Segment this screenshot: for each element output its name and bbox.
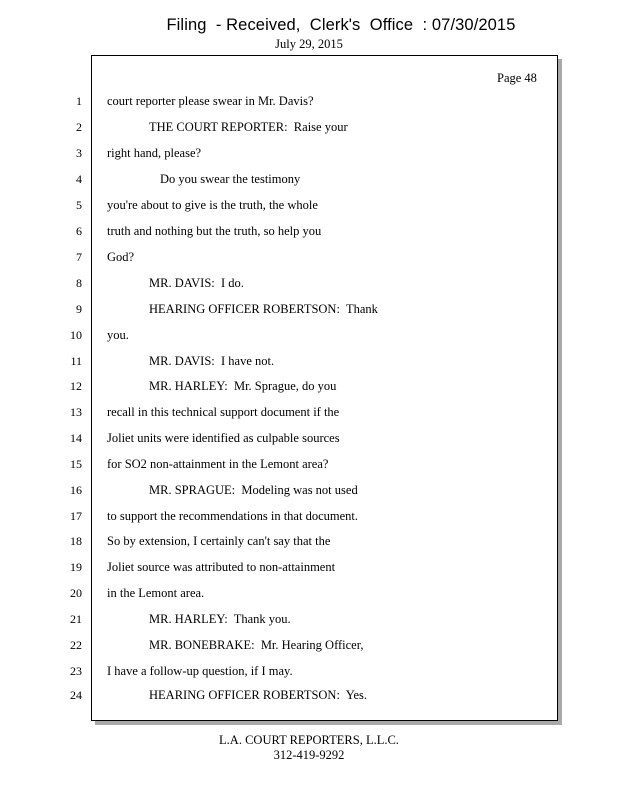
transcript-line xyxy=(0,532,560,550)
line-text: MR. SPRAGUE: Modeling was not used xyxy=(149,483,358,497)
line-text: MR. BONEBRAKE: Mr. Hearing Officer, xyxy=(149,638,364,652)
line-number: 4 xyxy=(76,172,82,186)
line-text: Do you swear the testimony xyxy=(160,172,301,186)
transcript-line xyxy=(0,686,560,704)
transcript-line xyxy=(0,403,560,421)
line-text: So by extension, I certainly can't say that the xyxy=(107,534,331,548)
line-number: 12 xyxy=(70,379,82,393)
transcript-line xyxy=(0,222,560,240)
line-text: court reporter please swear in Mr. Davis? xyxy=(107,94,314,108)
line-number: 13 xyxy=(70,405,82,419)
line-number: 16 xyxy=(70,483,82,497)
line-text: I have a follow-up question, if I may. xyxy=(107,664,293,678)
transcript-line xyxy=(0,377,560,395)
transcript-line xyxy=(0,196,560,214)
line-text: MR. DAVIS: I have not. xyxy=(149,354,275,368)
line-text: for SO2 non-attainment in the Lemont area? xyxy=(107,457,329,471)
line-number: 24 xyxy=(70,688,82,702)
transcript-line xyxy=(0,481,560,499)
transcript-line xyxy=(0,584,560,602)
line-number: 22 xyxy=(70,638,82,652)
line-number: 11 xyxy=(70,354,82,368)
transcript-line xyxy=(0,144,560,162)
line-text: Joliet units were identified as culpable sources xyxy=(107,431,340,445)
line-text: truth and nothing but the truth, so help you xyxy=(107,224,322,238)
transcript-line xyxy=(0,429,560,447)
line-number: 1 xyxy=(76,94,82,108)
line-number: 14 xyxy=(70,431,82,445)
transcript-line xyxy=(0,662,560,680)
line-text: MR. HARLEY: Mr. Sprague, do you xyxy=(149,379,337,393)
transcript-line xyxy=(0,274,560,292)
line-number: 2 xyxy=(76,120,82,134)
transcript-line xyxy=(0,300,560,318)
line-number: 20 xyxy=(70,586,82,600)
line-number: 15 xyxy=(70,457,82,471)
line-text: MR. HARLEY: Thank you. xyxy=(149,612,291,626)
filing-stamp: Filing - Received, Clerk's Office : 07/30/2015 xyxy=(166,16,516,34)
line-text: HEARING OFFICER ROBERTSON: Yes. xyxy=(149,688,368,702)
line-number: 17 xyxy=(70,509,82,523)
line-text: recall in this technical support document if the xyxy=(107,405,340,419)
reporter-company: L.A. COURT REPORTERS, L.L.C. xyxy=(219,733,399,747)
transcript-line xyxy=(0,352,560,370)
line-text: HEARING OFFICER ROBERTSON: Thank xyxy=(149,302,378,316)
page-number: Page 48 xyxy=(497,71,537,85)
transcript-line xyxy=(0,455,560,473)
transcript-line xyxy=(0,507,560,525)
line-text: in the Lemont area. xyxy=(107,586,205,600)
line-text: MR. DAVIS: I do. xyxy=(149,276,244,290)
line-text: to support the recommendations in that document. xyxy=(107,509,358,523)
line-number: 5 xyxy=(76,198,82,212)
line-text: THE COURT REPORTER: Raise your xyxy=(149,120,348,134)
transcript-date: July 29, 2015 xyxy=(275,37,343,51)
line-number: 6 xyxy=(76,224,82,238)
line-text: you. xyxy=(107,328,129,342)
transcript-line xyxy=(0,610,560,628)
line-number: 19 xyxy=(70,560,82,574)
line-number: 23 xyxy=(70,664,82,678)
transcript-line xyxy=(0,326,560,344)
line-number: 8 xyxy=(76,276,82,290)
transcript-line xyxy=(0,170,560,188)
line-number: 3 xyxy=(76,146,82,160)
transcript-line xyxy=(0,248,560,266)
reporter-phone: 312-419-9292 xyxy=(273,748,345,762)
line-number: 21 xyxy=(70,612,82,626)
line-number: 7 xyxy=(76,250,82,264)
line-number: 10 xyxy=(70,328,82,342)
transcript-line xyxy=(0,636,560,654)
line-text: you're about to give is the truth, the whole xyxy=(107,198,318,212)
transcript-line xyxy=(0,558,560,576)
line-text: Joliet source was attributed to non-attainment xyxy=(107,560,336,574)
line-number: 9 xyxy=(76,302,82,316)
transcript-line xyxy=(0,118,560,136)
line-number: 18 xyxy=(70,534,82,548)
line-text: God? xyxy=(107,250,135,264)
line-text: right hand, please? xyxy=(107,146,202,160)
transcript-line xyxy=(0,92,560,110)
